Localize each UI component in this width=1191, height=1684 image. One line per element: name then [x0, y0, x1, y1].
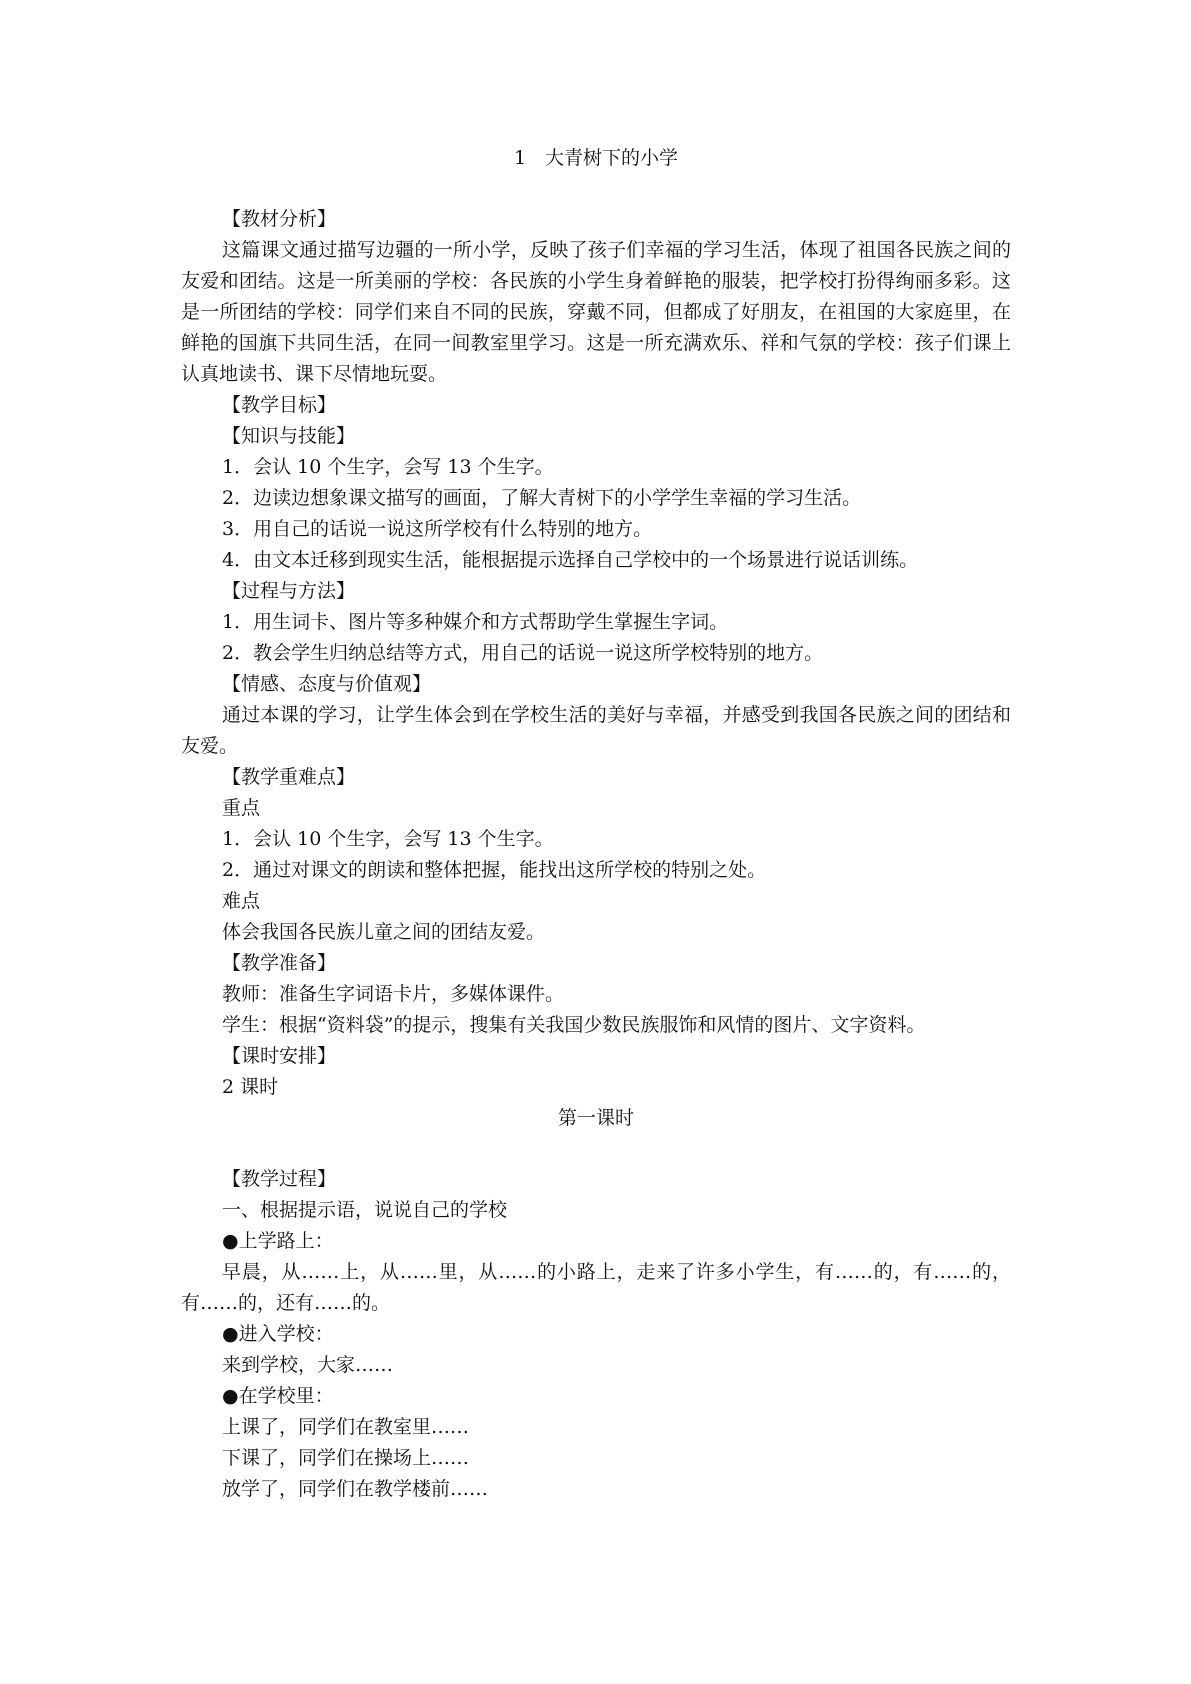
- list-item: 3．用自己的话说一说这所学校有什么特别的地方。: [222, 518, 653, 540]
- paragraph-textbook-analysis: 这篇课文通过描写边疆的一所小学，反映了孩子们幸福的学习生活，体现了祖国各民族之间的友爱和团结。这是一所美丽的学校：各民族的小学生身着鲜艳的服装，把学校打扮得绚丽多彩。这是一所团结的学校：同学们来自不同的民族，穿戴不同，但都成了好朋友，在祖国的大家庭里，在鲜艳的国旗下共同生活，在同一间教室里学习。这是一所充满欢乐、祥和气氛的学校：孩子们课上认真地读书、课下尽情地玩耍。: [181, 239, 1011, 385]
- paragraph-emotion-values: 通过本课的学习，让学生体会到在学校生活的美好与幸福，并感受到我国各民族之间的团结和友爱。: [181, 704, 1011, 757]
- list-item: 2．通过对课文的朗读和整体把握，能找出这所学校的特别之处。: [222, 859, 767, 881]
- list-item: 1．会认 10 个生字，会写 13 个生字。: [222, 456, 554, 478]
- bullet-on-the-way: ●上学路上：: [222, 1230, 334, 1252]
- heading-process-methods: 【过程与方法】: [222, 580, 356, 602]
- label-key-points: 重点: [222, 797, 261, 819]
- list-item: 1．会认 10 个生字，会写 13 个生字。: [222, 828, 554, 850]
- heading-teaching-goals: 【教学目标】: [222, 394, 337, 416]
- paragraph-on-the-way: 早晨，从……上，从……里，从……的小路上，走来了许多小学生，有……的，有……的，有……的，还有……的。: [181, 1261, 1011, 1314]
- text-student-preparation: 学生：根据“资料袋”的提示，搜集有关我国少数民族服饰和风情的图片、文字资料。: [222, 1014, 926, 1036]
- heading-textbook-analysis: 【教材分析】: [222, 208, 337, 230]
- list-item: 上课了，同学们在教室里……: [222, 1416, 470, 1438]
- document-title: 1 大青树下的小学: [513, 147, 679, 169]
- bullet-in-school: ●在学校里：: [222, 1385, 334, 1407]
- list-item: 放学了，同学们在教学楼前……: [222, 1478, 489, 1500]
- lesson-title: 第一课时: [557, 1107, 634, 1129]
- list-item: 下课了，同学们在操场上……: [222, 1447, 470, 1469]
- text-teacher-preparation: 教师：准备生字词语卡片，多媒体课件。: [222, 983, 565, 1005]
- list-item: 1．用生词卡、图片等多种媒介和方式帮助学生掌握生字词。: [222, 611, 729, 633]
- list-item: 2．边读边想象课文描写的画面，了解大青树下的小学学生幸福的学习生活。: [222, 487, 862, 509]
- heading-emotion-values: 【情感、态度与价值观】: [222, 673, 432, 695]
- heading-key-difficulties: 【教学重难点】: [222, 766, 356, 788]
- step-heading: 一、根据提示语，说说自己的学校: [222, 1199, 508, 1221]
- text-difficulty: 体会我国各民族儿童之间的团结友爱。: [222, 921, 546, 943]
- heading-preparation: 【教学准备】: [222, 952, 337, 974]
- document-body: [181, 143, 1011, 1505]
- heading-knowledge-skills: 【知识与技能】: [222, 425, 356, 447]
- heading-teaching-process: 【教学过程】: [222, 1168, 337, 1190]
- text-schedule: 2 课时: [222, 1076, 279, 1098]
- list-item: 2．教会学生归纳总结等方式，用自己的话说一说这所学校特别的地方。: [222, 642, 824, 664]
- list-item: 4．由文本迁移到现实生活，能根据提示选择自己学校中的一个场景进行说话训练。: [222, 549, 919, 571]
- text-entering-school: 来到学校，大家……: [222, 1354, 394, 1376]
- heading-schedule: 【课时安排】: [222, 1045, 337, 1067]
- bullet-entering-school: ●进入学校：: [222, 1323, 334, 1345]
- label-difficulty: 难点: [222, 890, 261, 912]
